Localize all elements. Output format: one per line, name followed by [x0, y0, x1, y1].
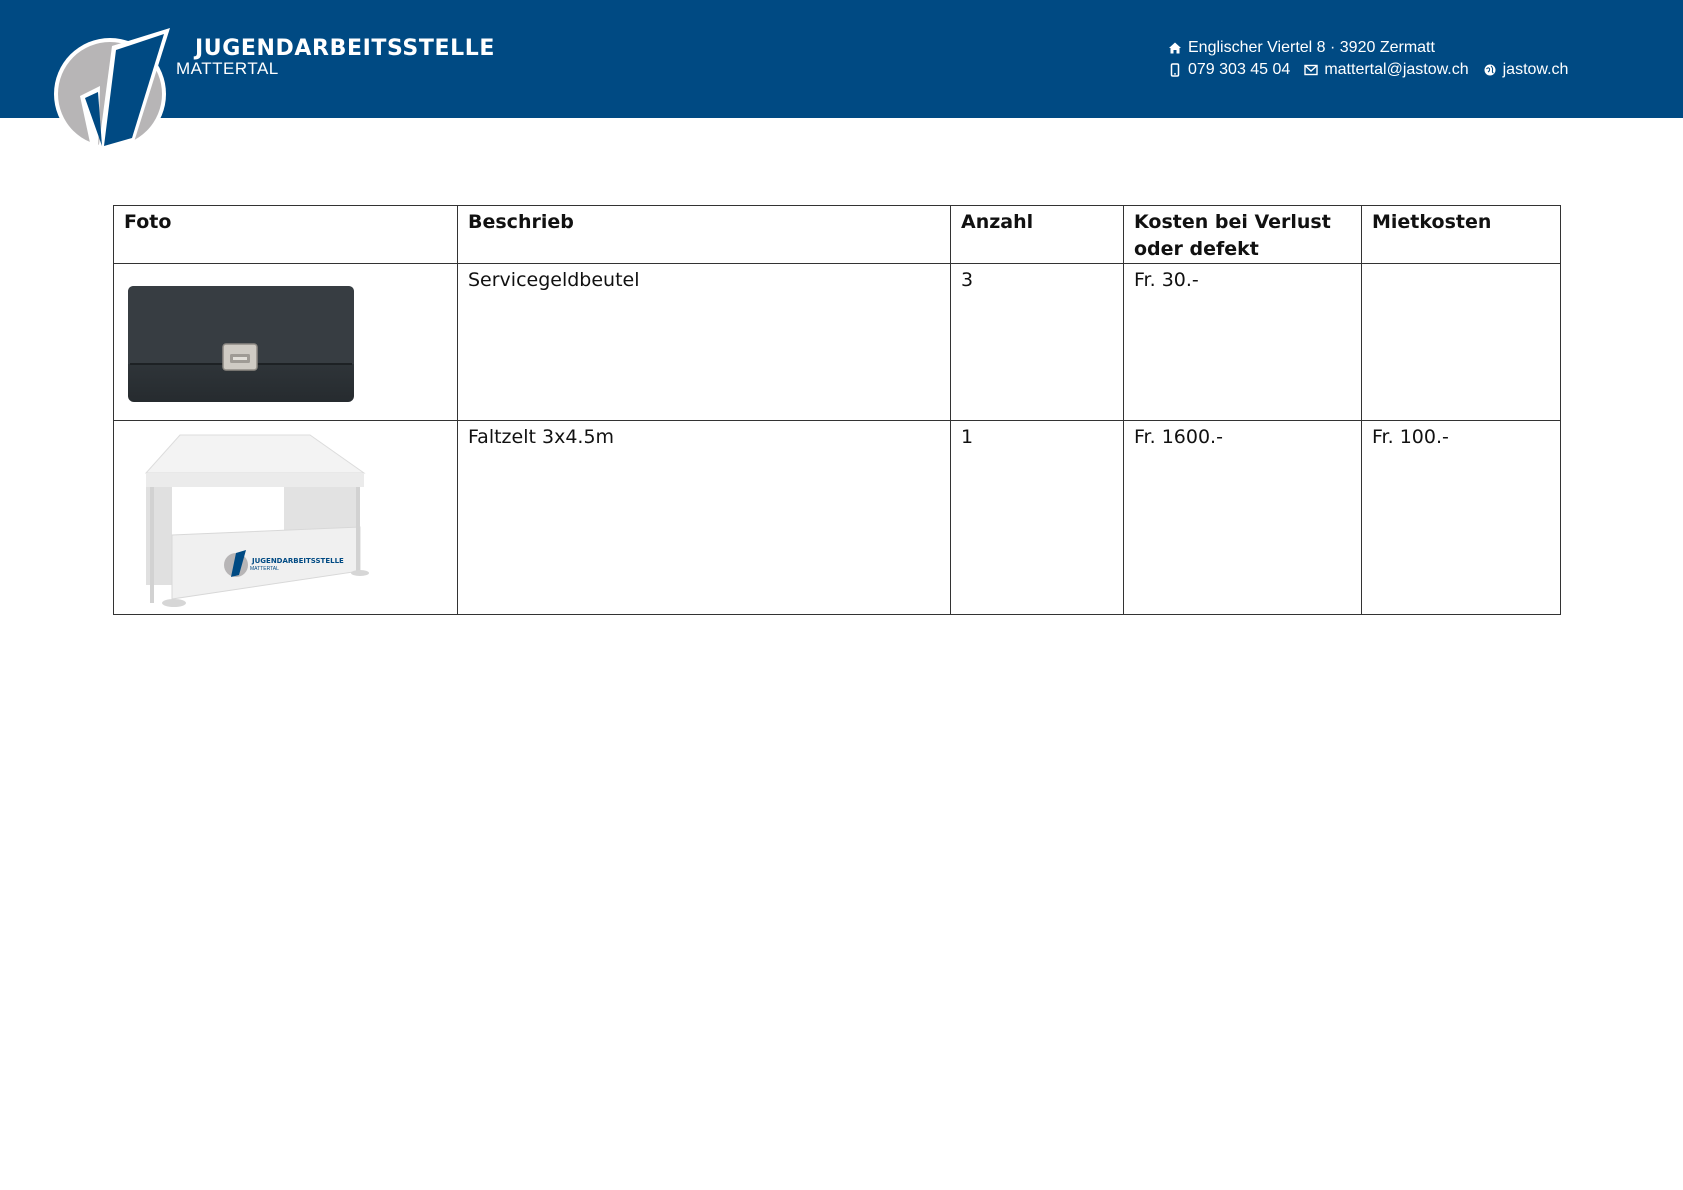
- phone-icon: [1168, 63, 1182, 77]
- globe-icon: [1483, 63, 1497, 77]
- column-header-description: Beschrieb: [458, 206, 951, 264]
- tent-print-sub: MATTERTAL: [250, 566, 279, 572]
- brand-name: JUGENDARBEITSSTELLE: [195, 36, 495, 61]
- photo-cell: [114, 421, 458, 615]
- photo-cell: [114, 264, 458, 421]
- address-text: Englischer Viertel 8 · 3920 Zermatt: [1188, 39, 1435, 56]
- loss-cost-cell: Fr. 30.-: [1124, 264, 1362, 421]
- column-header-photo: Foto: [114, 206, 458, 264]
- phone-number[interactable]: 079 303 45 04: [1188, 61, 1291, 78]
- loss-cost-cell: Fr. 1600.-: [1124, 421, 1362, 615]
- email-link[interactable]: mattertal@jastow.ch: [1324, 61, 1469, 78]
- organization-logo: [52, 26, 182, 156]
- table-header-row: [114, 206, 1561, 264]
- quantity-cell: 3: [951, 264, 1124, 421]
- column-header-loss-cost: Kosten bei Verlust oder defekt: [1124, 206, 1362, 264]
- contact-details-line: [1168, 61, 1568, 79]
- money-purse-photo: [126, 282, 356, 404]
- brand-subtitle: MATTERTAL: [176, 59, 279, 78]
- mail-icon: [1304, 63, 1318, 77]
- table-row: [114, 421, 1561, 615]
- website-link[interactable]: jastow.ch: [1502, 61, 1569, 78]
- quantity-cell: 1: [951, 421, 1124, 615]
- description-cell: Faltzelt 3x4.5m: [458, 421, 951, 615]
- tent-print-brand: JUGENDARBEITSSTELLE: [252, 557, 344, 565]
- contact-address-line: [1168, 39, 1435, 57]
- rent-cost-cell: Fr. 100.-: [1362, 421, 1561, 615]
- rent-cost-cell: [1362, 264, 1561, 421]
- table-row: [114, 264, 1561, 421]
- description-cell: Servicegeldbeutel: [458, 264, 951, 421]
- folding-tent-photo: [138, 427, 374, 611]
- column-header-quantity: Anzahl: [951, 206, 1124, 264]
- column-header-rent-cost: Mietkosten: [1362, 206, 1561, 264]
- rental-inventory-table: [113, 205, 1561, 615]
- home-icon: [1168, 41, 1182, 55]
